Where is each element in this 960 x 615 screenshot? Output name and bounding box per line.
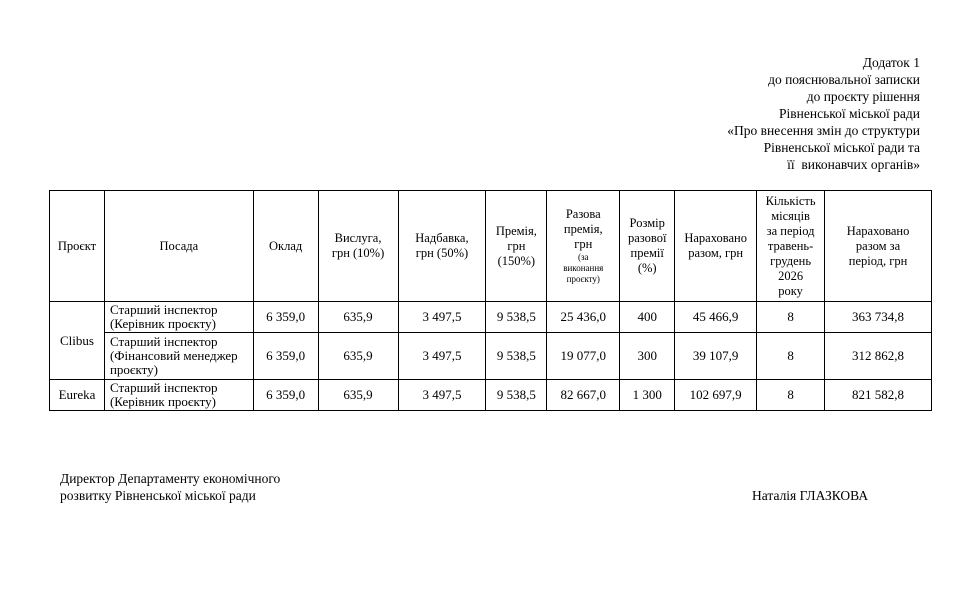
cell-salary: 6 359,0 (253, 302, 318, 333)
signatory-title (60, 470, 280, 504)
cell-bonus: 9 538,5 (486, 302, 547, 333)
cell-allowance: 3 497,5 (398, 380, 486, 411)
table-row (50, 302, 932, 333)
cell-position: Старший інспектор (Керівник проєкту) (104, 380, 253, 411)
header-line: «Про внесення змін до структури (727, 123, 920, 138)
col-header-allowance: Надбавка, грн (50%) (398, 191, 486, 302)
cell-accrued-total: 312 862,8 (825, 333, 932, 380)
cell-seniority: 635,9 (318, 333, 398, 380)
cell-one-time-bonus-size: 1 300 (620, 380, 675, 411)
cell-position: Старший інспектор (Фінансовий менеджер проєкту) (104, 333, 253, 380)
cell-project: Clibus (50, 302, 105, 380)
table-row (50, 333, 932, 380)
signatory-title-line: розвитку Рівненської міської ради (60, 488, 256, 503)
cell-salary: 6 359,0 (253, 380, 318, 411)
col-header-position: Посада (104, 191, 253, 302)
salary-table (49, 190, 932, 411)
cell-seniority: 635,9 (318, 380, 398, 411)
header-line: до пояснювальної записки (768, 72, 920, 87)
cell-months: 8 (757, 380, 825, 411)
cell-position: Старший інспектор (Керівник проєкту) (104, 302, 253, 333)
cell-one-time-bonus: 25 436,0 (547, 302, 620, 333)
col-header-seniority: Вислуга, грн (10%) (318, 191, 398, 302)
col-header-salary: Оклад (253, 191, 318, 302)
cell-one-time-bonus: 82 667,0 (547, 380, 620, 411)
cell-salary: 6 359,0 (253, 333, 318, 380)
one-time-bonus-note: (за виконання проєкту) (563, 252, 604, 284)
col-header-bonus: Премія, грн (150%) (486, 191, 547, 302)
cell-allowance: 3 497,5 (398, 302, 486, 333)
cell-bonus: 9 538,5 (486, 380, 547, 411)
signatory-title-line: Директор Департаменту економічного (60, 471, 281, 486)
header-line: до проєкту рішення (806, 89, 920, 104)
col-header-accrued-total: Нараховано разом за період, грн (825, 191, 932, 302)
cell-accrued: 39 107,9 (675, 333, 757, 380)
header-line: Рівненської міської ради та (763, 140, 920, 155)
cell-one-time-bonus: 19 077,0 (547, 333, 620, 380)
cell-accrued-total: 363 734,8 (825, 302, 932, 333)
cell-months: 8 (757, 302, 825, 333)
col-header-one-time-bonus: Разова премія, грн (за виконання проєкту) (547, 191, 620, 302)
signatory-name: Наталія ГЛАЗКОВА (752, 488, 869, 503)
cell-allowance: 3 497,5 (398, 333, 486, 380)
cell-accrued: 45 466,9 (675, 302, 757, 333)
cell-one-time-bonus-size: 400 (620, 302, 675, 333)
cell-bonus: 9 538,5 (486, 333, 547, 380)
header-line: Рівненської міської ради (779, 106, 920, 121)
table-row (50, 380, 932, 411)
col-header-project: Проєкт (50, 191, 105, 302)
appendix-header (727, 54, 920, 173)
cell-seniority: 635,9 (318, 302, 398, 333)
table-header-row (50, 191, 932, 302)
col-header-months: Кількість місяців за період травень- грудень 2026 року (757, 191, 825, 302)
cell-one-time-bonus-size: 300 (620, 333, 675, 380)
col-header-one-time-bonus-size: Розмір разової премії (%) (620, 191, 675, 302)
cell-accrued-total: 821 582,8 (825, 380, 932, 411)
cell-months: 8 (757, 333, 825, 380)
cell-accrued: 102 697,9 (675, 380, 757, 411)
col-header-accrued: Нараховано разом, грн (675, 191, 757, 302)
header-line: Додаток 1 (862, 55, 920, 70)
cell-project: Eureka (50, 380, 105, 411)
header-line: її виконавчих органів» (787, 157, 920, 172)
